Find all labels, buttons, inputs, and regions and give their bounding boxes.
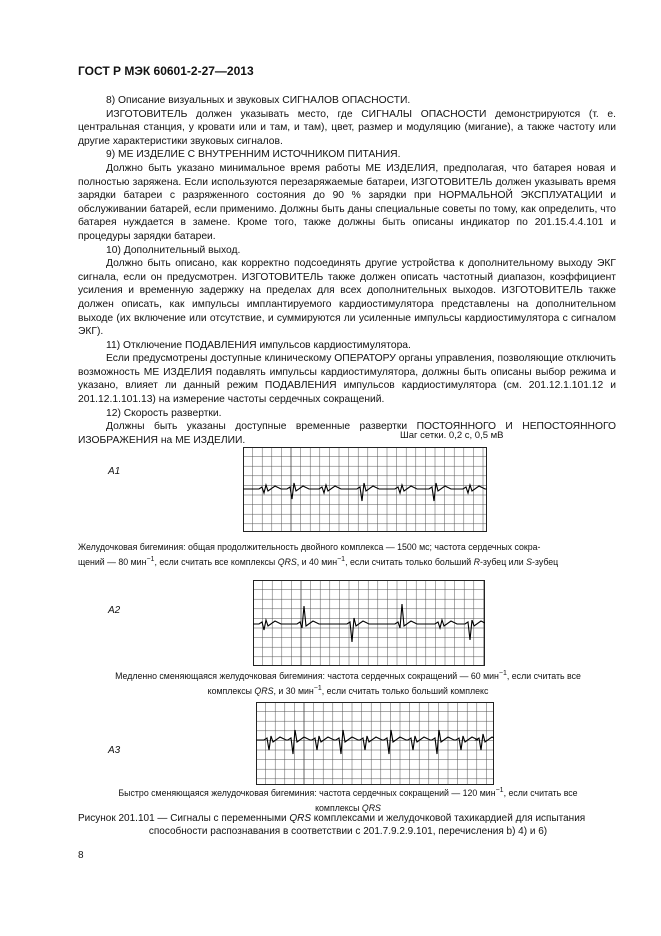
paragraph: Должны быть указаны доступные временные развертки ПОСТОЯННОГО И НЕПОСТОЯННОГО ИЗОБРАЖЕНИЯ на МЕ ИЗДЕЛИИ. — [78, 421, 616, 446]
strip-label-a2: А2 — [108, 605, 121, 616]
paragraph: Должно быть описано, как корректно подсоединять другие устройства к дополнительному выходу ЭКГ сигнала, если он предусмотрен. ИЗГОТОВИТЕЛЬ также должен описать частотный диапазон, коэффициент усиления и временную задержку на пределах для всех дополнительных выходов. ИЗГОТОВИТЕЛЬ также должен описать, как импульсы имплантируемого кардиостимулятора представлены на дополнительном выходе (их включение или отсутствие, и суммируются ли усиленные импульсы кардиостимулятора с сигналом ЭКГ). — [78, 258, 616, 338]
paragraph: 8) Описание визуальных и звуковых СИГНАЛОВ ОПАСНОСТИ. — [106, 95, 411, 106]
figure-caption: Рисунок 201.101 — Сигналы с переменными QRS комплексами и желудочковой тахикардией для испытания способности распознавания в соответствии с 201.7.9.2.9.101, перечисления b) 4) и 6) — [78, 813, 586, 837]
paragraph: 9) МЕ ИЗДЕЛИЕ С ВНУТРЕННИМ ИСТОЧНИКОМ ПИТАНИЯ. — [106, 149, 401, 161]
strip-label-a3: А3 — [108, 745, 121, 756]
ecg-strip-a1 — [243, 447, 487, 532]
strip-a1-caption: Желудочковая бигеминия: общая продолжительность двойного комплекса — 1500 мс; частота сердечных сокра- щений — 80 мин$^{-1}$, если считать все комплексы QRS, и 40 мин$^{-1}$, если считать только больший R-зубец или S-зубец — [78, 542, 559, 567]
paragraph: ИЗГОТОВИТЕЛЬ должен указывать место, где СИГНАЛЫ ОПАСНОСТИ демонстрируются (т. е. центральная станция, у кровати или и там, и там), цвет, размер и модуляцию (мигание), а также частоту или другие характеристики звуковых сигналов. — [78, 108, 616, 147]
paragraph: Если предусмотрены доступные клиническому ОПЕРАТОРУ органы управления, позволяющие отключить возможность МЕ ИЗДЕЛИЯ подавлять импульсы кардиостимулятора, должны быть описаны выбор режима и указано, влияет ли данный режим ПОДАВЛЕНИЯ импульсов кардиостимулятора (см. 201.12.1.101.12 и 201.12.1.101.13) на измерение частоты сердечных сокращений. — [78, 353, 616, 406]
paragraph: Должно быть указано минимальное время работы МЕ ИЗДЕЛИЯ, предполагая, что батарея новая и полностью заряжена. Если используются перезаряжаемые батареи, ИЗГОТОВИТЕЛЬ должен указывать время зарядки батареи с разряженного состояния до 90 % зарядки при НОРМАЛЬНОЙ ЭКСПЛУАТАЦИИ и обслуживании батарей, если применимо. Должны быть даны специальные советы по тому, как определить, что батарея нуждается в замене. Кроме того, также должны быть описаны индикатор по 201.15.4.4.101 и процедуры зарядки батареи. — [78, 162, 616, 242]
page-number: 8 — [78, 850, 84, 861]
ecg-trace — [253, 604, 485, 642]
strip-a3-caption: Быстро сменяющаяся желудочковая бигеминия: частота сердечных сокращений — 120 мин$^{-1}$, если считать все комплексы QRS — [118, 787, 578, 813]
grid-step-label: Шаг сетки. 0,2 с, 0,5 мВ — [400, 430, 504, 441]
paragraph: 11) Отключение ПОДАВЛЕНИЯ импульсов кардиостимулятора. — [106, 339, 411, 351]
paragraph: 12) Скорость развертки. — [106, 407, 222, 419]
paragraph: 10) Дополнительный выход. — [106, 244, 241, 256]
ecg-trace — [256, 730, 494, 754]
ecg-trace — [243, 483, 487, 501]
document-header: ГОСТ Р МЭК 60601-2-27—2013 — [78, 64, 254, 78]
body-text — [78, 94, 616, 447]
strip-a2-caption: Медленно сменяющаяся желудочковая бигеминия: частота сердечных сокращений — 60 мин$^{-1}$, если считать все комплексы QRS, и 30 мин$^{-1}$, если считать только больший комплекс — [115, 670, 581, 696]
ecg-strip-a3 — [256, 702, 494, 785]
ecg-strip-a2 — [253, 580, 485, 666]
strip-label-a1: А1 — [108, 466, 121, 477]
